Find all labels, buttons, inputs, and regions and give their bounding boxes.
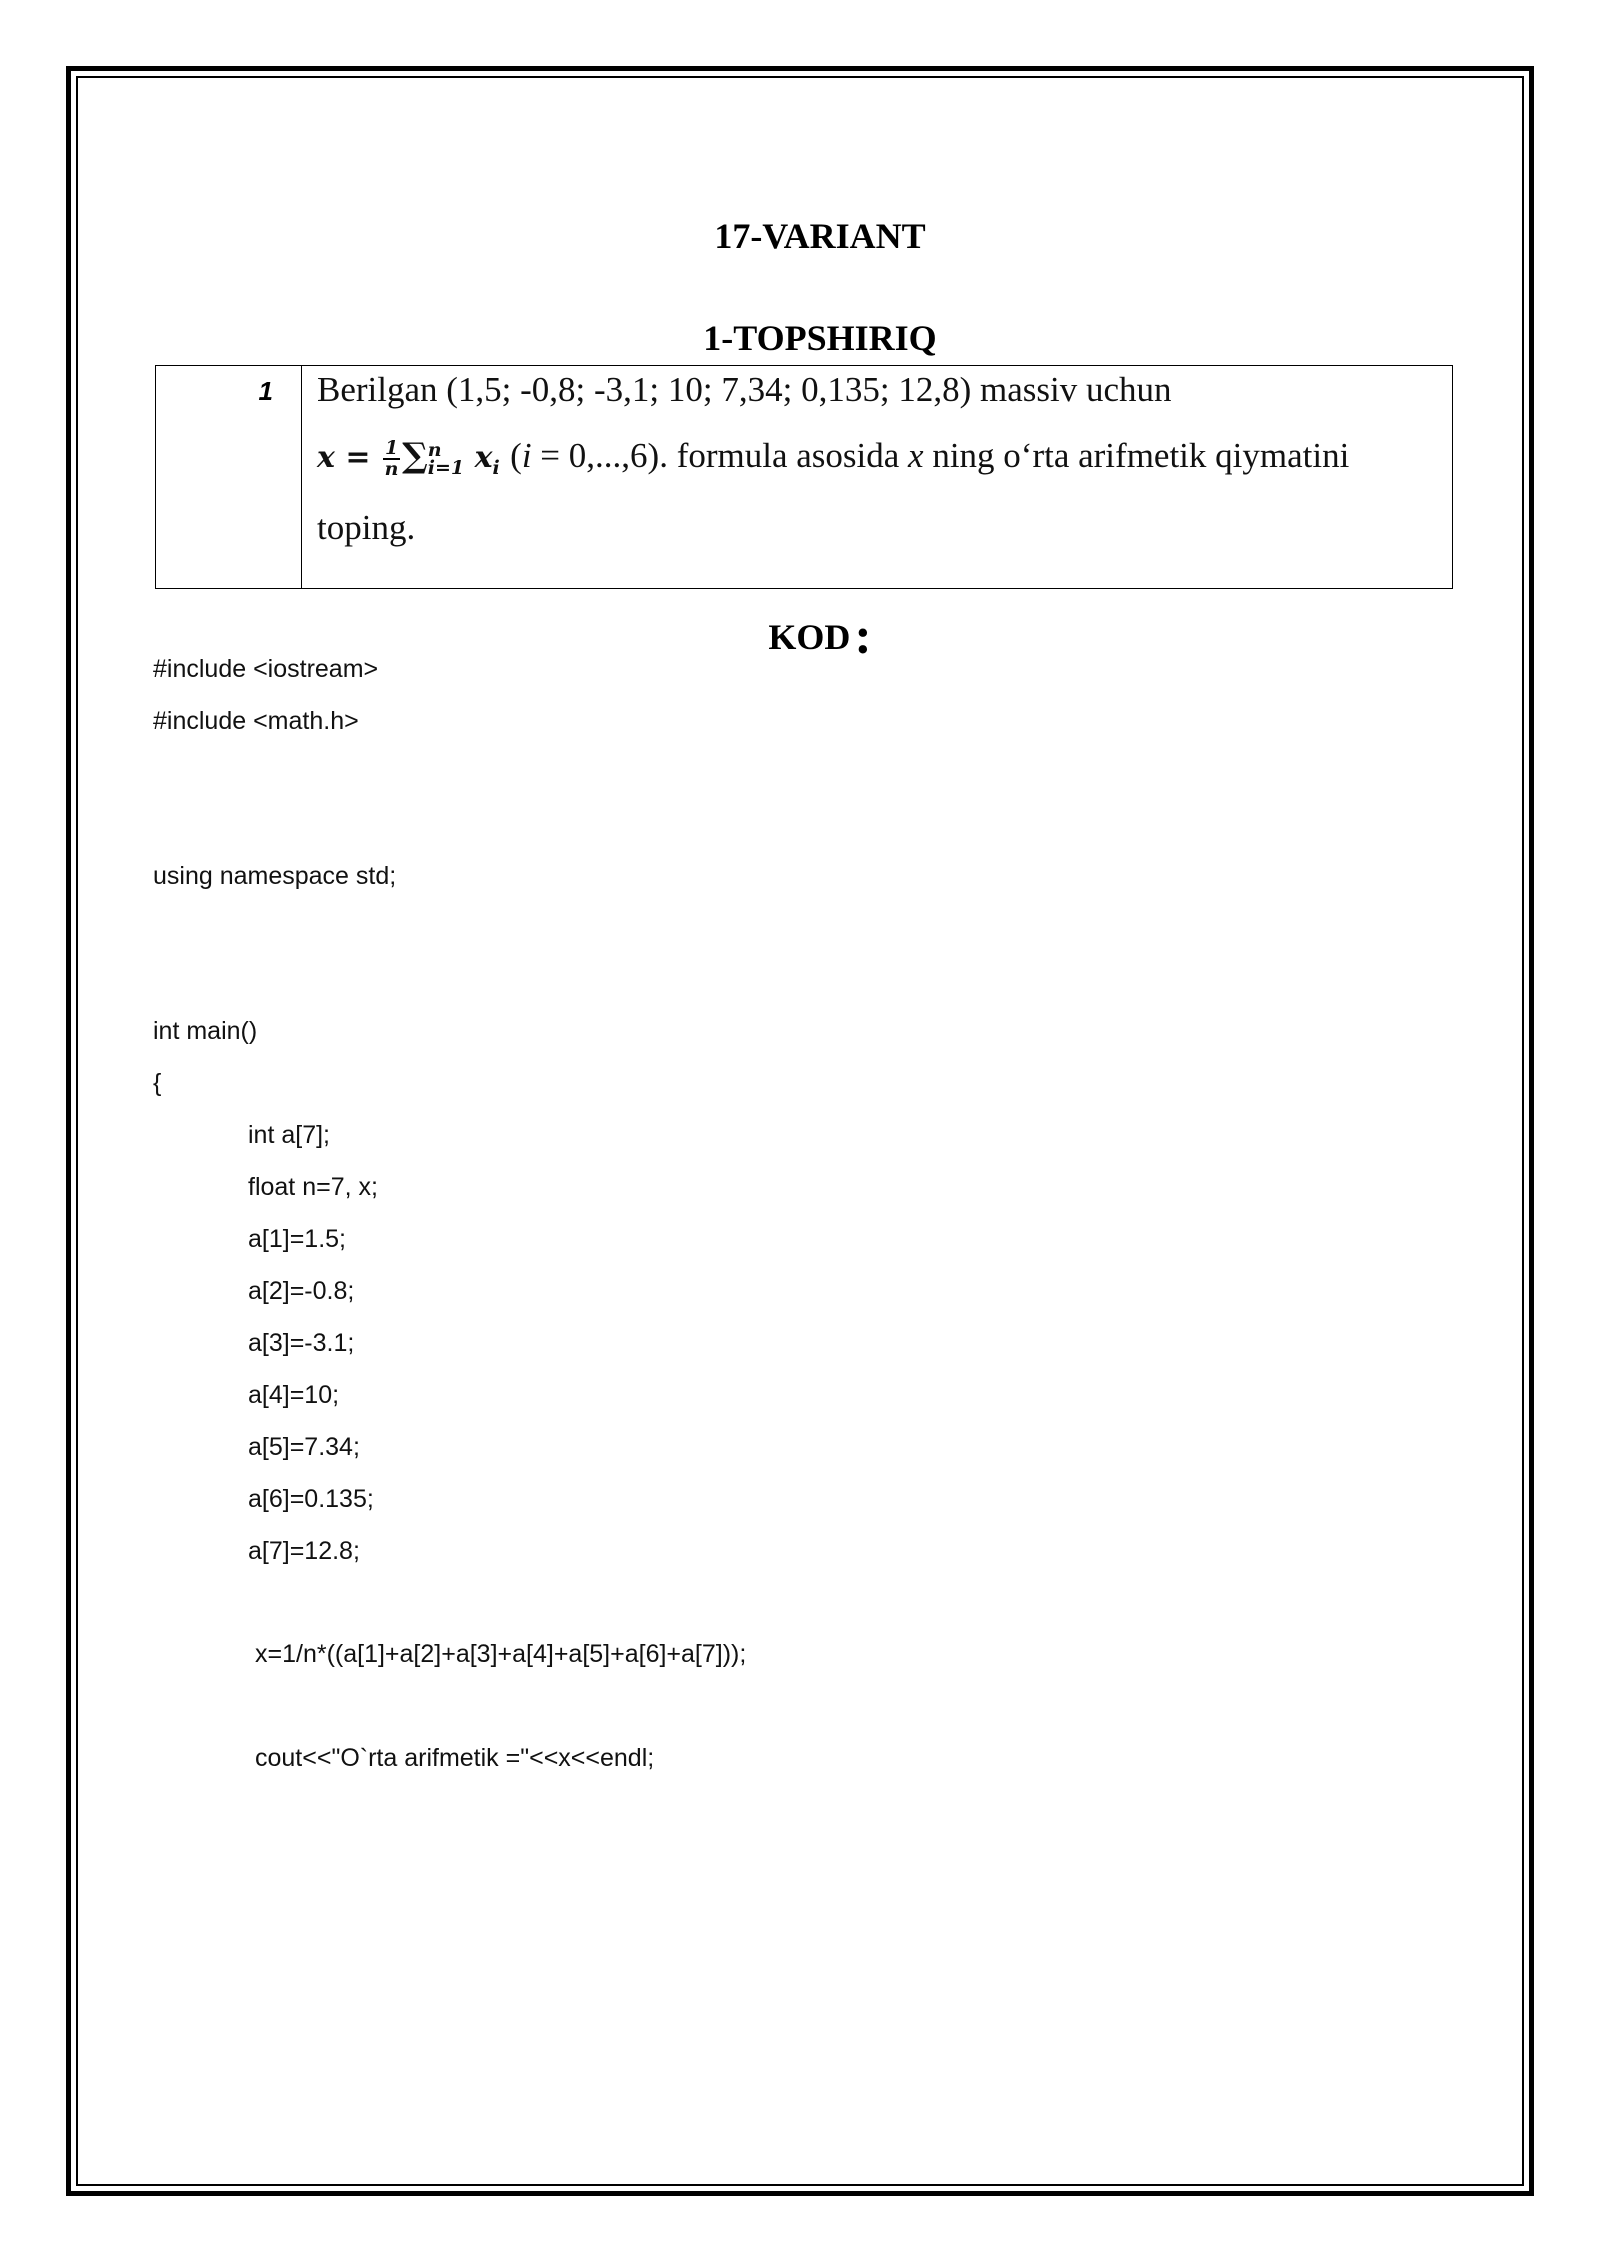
- code-line: a[7]=12.8;: [248, 1537, 360, 1565]
- code-line: a[6]=0.135;: [248, 1485, 374, 1513]
- task-line-2: [317, 438, 1438, 510]
- code-line: x=1/n*((a[1]+a[2]+a[3]+a[4]+a[5]+a[6]+a[7]));: [255, 1640, 747, 1668]
- line2-part-c: ning o‘rta arifmetik qiymatini: [923, 436, 1350, 475]
- code-line: a[4]=10;: [248, 1381, 340, 1409]
- line2-x-var: x: [908, 436, 924, 475]
- sigma-symbol: ∑: [402, 436, 428, 476]
- task-line-1: Berilgan (1,5; -0,8; -3,1; 10; 7,34; 0,135; 12,8) massiv uchun: [317, 370, 1172, 409]
- variant-title: 17-VARIANT: [714, 216, 926, 256]
- code-title-colon: :: [854, 608, 872, 665]
- code-line: cout<<"O`rta arifmetik ="<<x<<endl;: [255, 1744, 655, 1772]
- code-title: [0, 603, 1600, 665]
- code-line: float n=7, x;: [248, 1173, 378, 1201]
- code-line: a[3]=-3.1;: [248, 1329, 355, 1357]
- task-number: 1: [156, 366, 302, 589]
- code-line: using namespace std;: [153, 862, 397, 890]
- code-line: {: [153, 1069, 162, 1097]
- task-table: [155, 365, 1453, 589]
- code-line: a[2]=-0.8;: [248, 1277, 355, 1305]
- fraction-denominator: n: [384, 458, 399, 480]
- line2-part-b: = 0,...,6). formula asosida: [531, 436, 909, 475]
- sigma-lower: i=1: [427, 457, 465, 479]
- code-line: #include <iostream>: [153, 655, 379, 683]
- formula-eq: =: [345, 440, 371, 475]
- task-row: [156, 366, 1453, 589]
- sigma-upper: n: [427, 439, 442, 461]
- line2-index-var: i: [521, 436, 532, 475]
- formula-fraction: [383, 439, 400, 479]
- task-line-3: toping.: [317, 508, 416, 547]
- formula-lhs: x: [317, 440, 335, 475]
- code-title-text: KOD: [768, 617, 851, 657]
- code-line: a[1]=1.5;: [248, 1225, 346, 1253]
- task-description: [302, 366, 1453, 589]
- code-line: #include <math.h>: [153, 707, 359, 735]
- mean-formula: [317, 436, 510, 480]
- formula-term: x: [474, 440, 493, 475]
- fraction-numerator: 1: [384, 437, 399, 459]
- code-line: a[5]=7.34;: [248, 1433, 360, 1461]
- formula-term-index: i: [492, 457, 500, 479]
- task-title: 1-TOPSHIRIQ: [703, 318, 937, 358]
- code-line: int main(): [153, 1017, 258, 1045]
- code-line: int a[7];: [248, 1121, 330, 1149]
- sigma-limits: [428, 441, 464, 477]
- line2-part-a: (: [510, 436, 522, 475]
